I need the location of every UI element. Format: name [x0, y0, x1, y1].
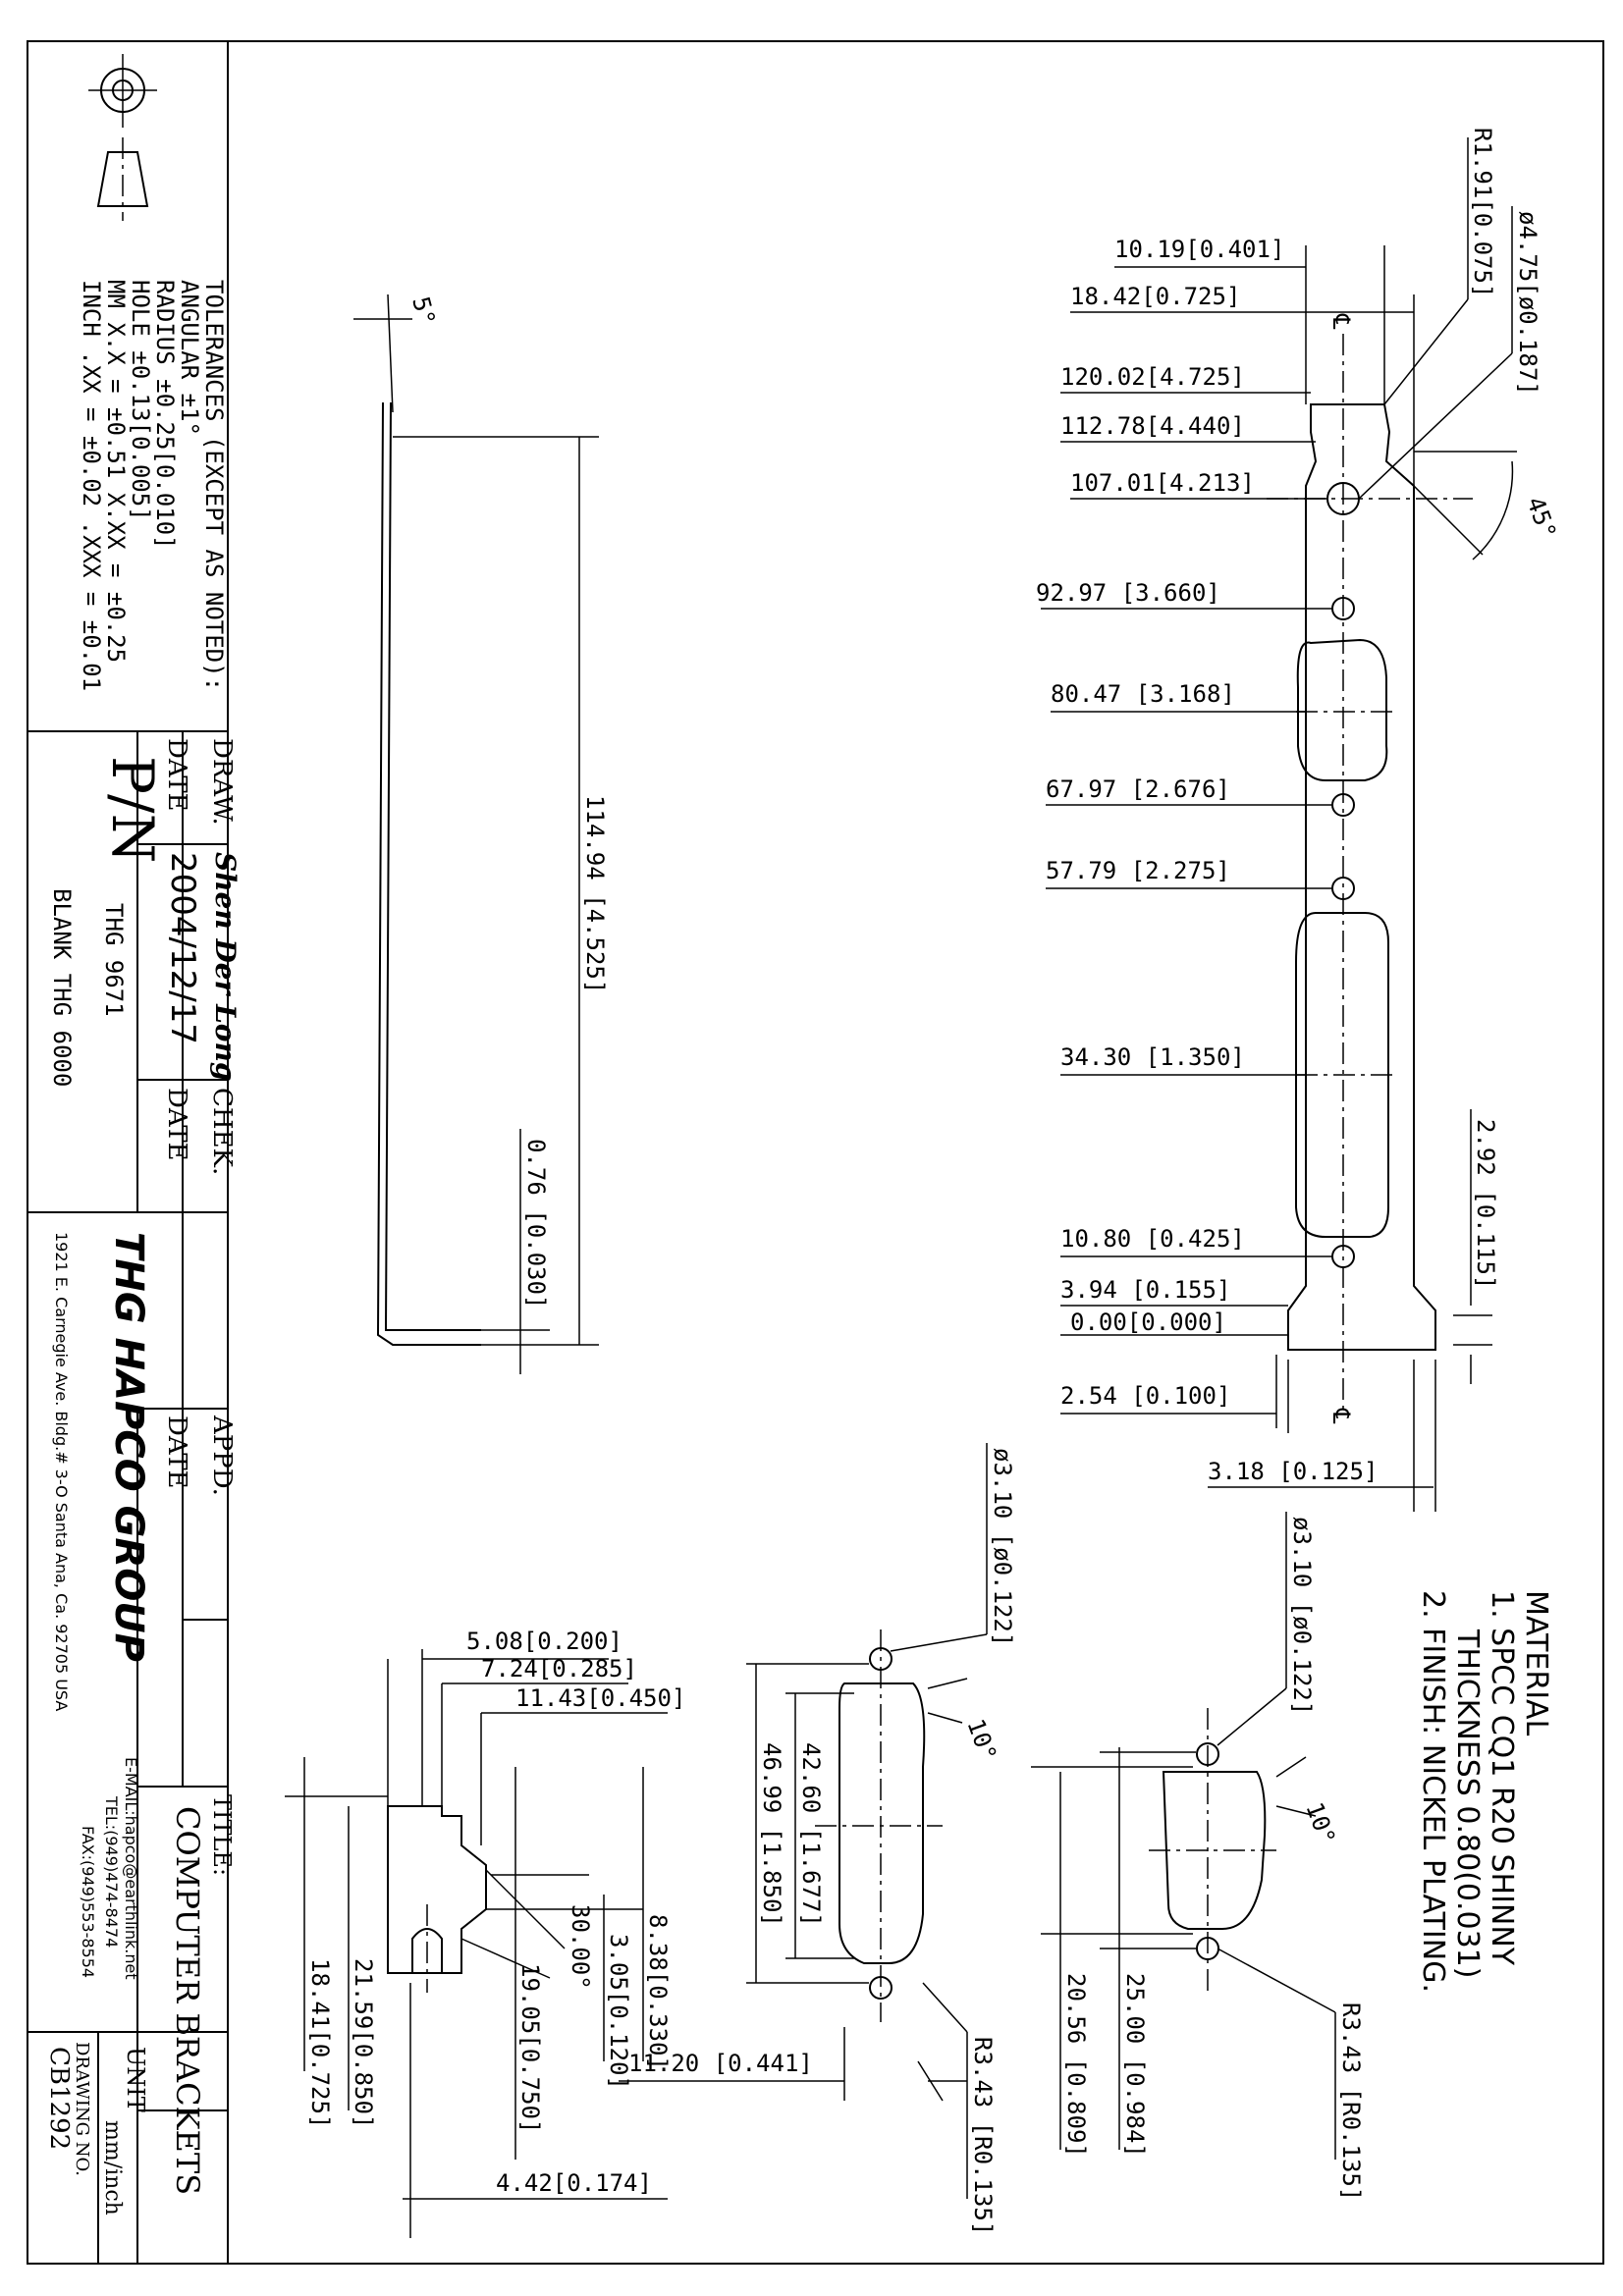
dim-0-00: 0.00[0.000] [1070, 1308, 1226, 1336]
part-number: THG 9671 [100, 903, 128, 1017]
dim-80-47: 80.47 [3.168] [1051, 680, 1235, 708]
contact-tel: TEL:(949)474-8474 [102, 1796, 121, 1949]
title-label: TITLE: [208, 1794, 236, 1877]
tolerance-hole: HOLE ±0.13[0.005] [127, 280, 154, 521]
detail-dsub-small [1031, 1512, 1365, 2201]
tab-dim-4-42: 4.42[0.174] [496, 2169, 652, 2197]
tab-dim-5-08: 5.08[0.200] [466, 1628, 622, 1655]
tab-dim-3-05: 3.05[0.120] [605, 1934, 632, 2090]
large-outer-dim: 46.99 [1.850] [758, 1742, 785, 1927]
unit-value: mm/inch [100, 2120, 125, 2216]
large-angle: 10° [961, 1715, 1002, 1765]
large-radius: R3.43 [R0.135] [969, 2037, 997, 2236]
small-radius: R3.43 [R0.135] [1337, 2002, 1365, 2202]
dim-10-19: 10.19[0.401] [1114, 236, 1285, 263]
appd-label: APPD. [207, 1415, 237, 1496]
tolerance-angular: ANGULAR ±1° [176, 280, 203, 436]
sheet-border [27, 41, 1603, 2264]
dim-34-30: 34.30 [1.350] [1060, 1043, 1245, 1071]
tab-dim-19-05: 19.05[0.750] [516, 1963, 544, 2134]
main-bracket-view [1036, 128, 1562, 1512]
tab-dim-7-24: 7.24[0.285] [481, 1655, 637, 1682]
dim-3-94: 3.94 [0.155] [1060, 1276, 1231, 1304]
dim-107-01: 107.01[4.213] [1070, 469, 1255, 497]
dim-hole-dia: ø4.75[ø0.187] [1514, 211, 1542, 396]
small-hole-dia: ø3.10 [ø0.122] [1288, 1517, 1316, 1716]
drawing-no: CB1292 [44, 2047, 74, 2151]
tab-dim-11-43: 11.43[0.450] [515, 1684, 686, 1712]
detail-tab [285, 1628, 685, 2238]
drawing-title: COMPUTER BRACKETS [169, 1806, 206, 2196]
small-angle: 10° [1300, 1798, 1341, 1848]
dim-2-54: 2.54 [0.100] [1060, 1382, 1231, 1410]
side-view [353, 294, 609, 1374]
small-outer-dim: 25.00 [0.984] [1121, 1973, 1149, 2158]
tab-dim-18-41: 18.41[0.725] [306, 1958, 334, 2129]
material-heading: MATERIAL [1519, 1590, 1553, 1736]
tab-angle-30: 30.00° [567, 1904, 594, 1990]
small-inner-dim: 20.56 [0.809] [1062, 1973, 1090, 2158]
projection-symbol-icon [88, 54, 157, 221]
svg-text:℄: ℄ [1327, 314, 1355, 330]
blank-number: BLANK THG 6000 [48, 888, 76, 1088]
dim-120-02: 120.02[4.725] [1060, 363, 1245, 391]
dim-corner-radius: R1.91[0.075] [1469, 128, 1496, 298]
material-line2: THICKNESS 0.80(0.031) [1450, 1629, 1485, 1979]
date-label: DATE [162, 738, 191, 812]
dim-width-2-92: 2.92 [0.115] [1472, 1119, 1499, 1290]
tolerance-radius: RADIUS ±0.25[0.010] [151, 280, 179, 550]
dim-92-97: 92.97 [3.660] [1036, 579, 1220, 607]
appd-date-label: DATE [162, 1415, 191, 1489]
drawing-no-label: DRAWING NO. [72, 2042, 92, 2176]
pn-label: P/N [99, 756, 166, 864]
unit-label: UNIT [122, 2047, 149, 2112]
side-flange: 0.76 [0.030] [522, 1139, 550, 1309]
dim-18-42: 18.42[0.725] [1070, 283, 1241, 310]
side-angle: 5° [406, 294, 441, 329]
large-hole-dia: ø3.10 [ø0.122] [989, 1448, 1016, 1647]
svg-text:℄: ℄ [1327, 1409, 1355, 1424]
material-line3: 2. FINISH: NICKEL PLATING. [1416, 1590, 1450, 1993]
side-length: 114.94 [4.525] [581, 795, 609, 994]
tab-dim-21-59: 21.59[0.850] [350, 1958, 377, 2129]
dim-57-79: 57.79 [2.275] [1046, 857, 1230, 884]
drawing-date: 2004/12/17 [163, 852, 202, 1044]
chek-label: CHEK. [207, 1088, 237, 1176]
large-inner-dim: 42.60 [1.677] [797, 1742, 825, 1927]
material-line1: 1. SPCC CQ1 R20 SHINNY [1485, 1590, 1519, 1966]
dim-67-97: 67.97 [2.676] [1046, 775, 1230, 803]
contact-fax: FAX:(949)553-8554 [79, 1826, 97, 1979]
tolerance-mm: MM X.X = ±0.51 X.XX = ±0.25 [102, 280, 130, 664]
dim-112-78: 112.78[4.440] [1060, 412, 1245, 440]
company-address: 1921 E. Carnegie Ave. Bldg.# 3-O Santa Ana, Ca. 92705 USA [52, 1232, 71, 1712]
detail-dsub-large [619, 1443, 1016, 2235]
draw-label: DRAW. [207, 738, 237, 826]
drawer-name: Shen Der Long [209, 852, 242, 1082]
title-block [27, 54, 242, 2264]
dim-10-80: 10.80 [0.425] [1060, 1225, 1245, 1253]
large-offset: 11.20 [0.441] [628, 2050, 813, 2077]
tolerance-title: TOLERANCES (EXCEPT AS NOTED): [200, 280, 228, 692]
contact-email: E-MAIL:hapco@earthlink.net [122, 1757, 140, 1980]
tolerance-inch: INCH .XX = ±0.02 .XXX = ±0.01 [78, 280, 105, 692]
dim-angle-45: 45° [1521, 493, 1562, 543]
company-name: THG HAPCO GROUP [106, 1232, 151, 1662]
dim-3-18: 3.18 [0.125] [1208, 1458, 1379, 1485]
material-notes [1416, 1590, 1553, 1993]
tab-dim-8-38: 8.38[0.330] [644, 1914, 672, 2070]
chek-date-label: DATE [162, 1088, 191, 1161]
